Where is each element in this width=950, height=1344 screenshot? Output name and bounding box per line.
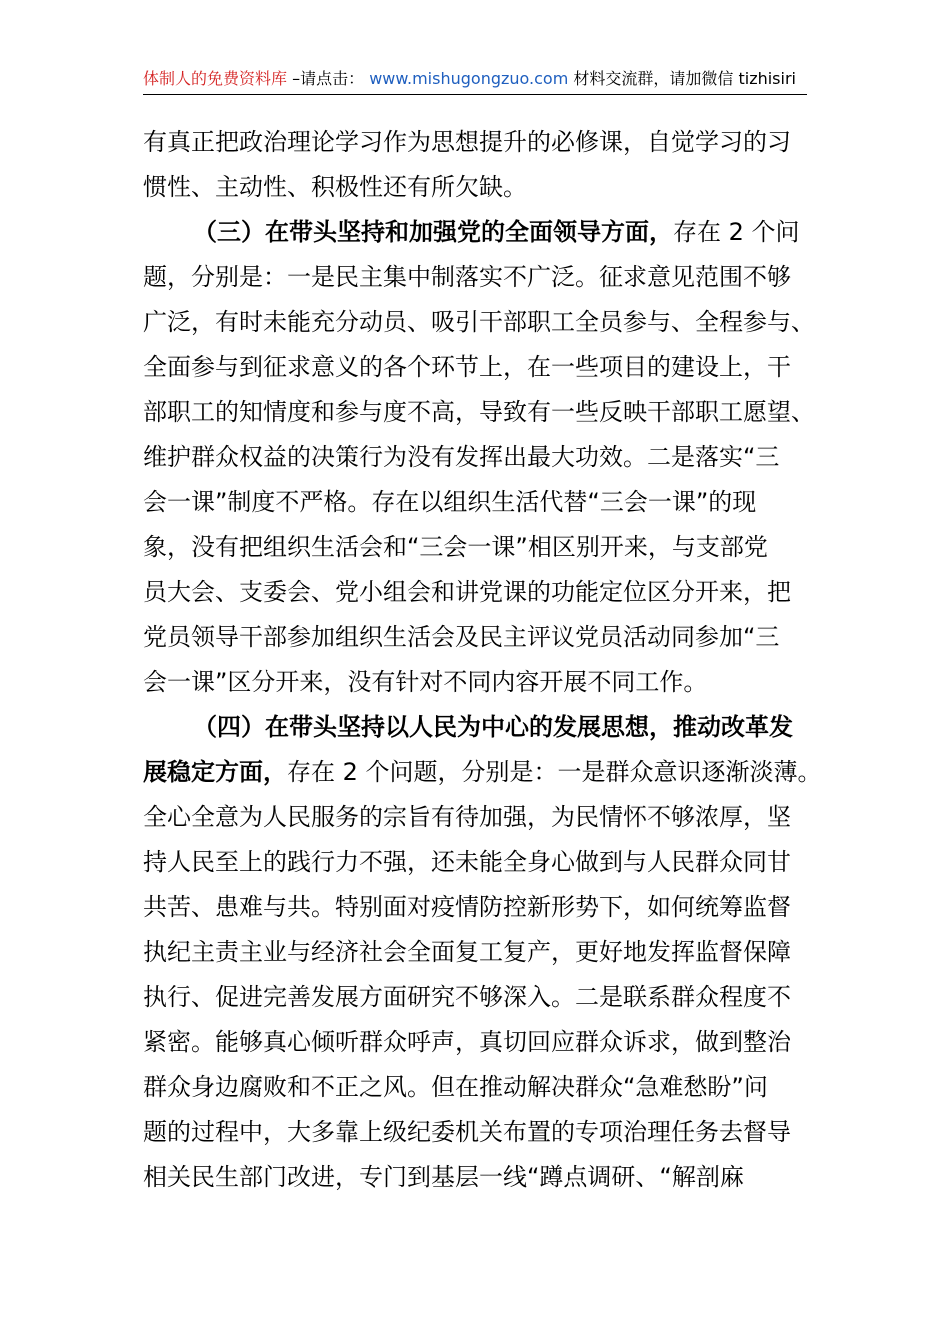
text-line: 会一课”区分开来，没有针对不同内容开展不同工作。 xyxy=(143,668,708,696)
text-line: 全面参与到征求意义的各个环节上，在一些项目的建设上，干 xyxy=(143,353,791,381)
page-header xyxy=(143,68,807,95)
text-line: 全心全意为人民服务的宗旨有待加强，为民情怀不够浓厚，坚 xyxy=(143,803,791,831)
text-line: 党员领导干部参加组织生活会及民主评议党员活动同参加“三 xyxy=(143,623,780,651)
text-line: 有真正把政治理论学习作为思想提升的必修课，自觉学习的习 xyxy=(143,128,791,156)
text-line: 共苦、患难与共。特别面对疫情防控新形势下，如何统筹监督 xyxy=(143,893,791,921)
section-3-heading: （三）在带头坚持和加强党的全面领导方面， xyxy=(193,218,673,246)
section-4-heading-cont: 展稳定方面， xyxy=(143,758,287,786)
text-line: 题的过程中，大多靠上级纪委机关布置的专项治理任务去督导 xyxy=(143,1118,791,1146)
header-prompt: –请点击： xyxy=(292,69,365,88)
text-line: 部职工的知情度和参与度不高，导致有一些反映干部职工愿望、 xyxy=(143,398,815,426)
header-site-name[interactable]: 体制人的免费资料库 xyxy=(143,69,288,88)
document-body xyxy=(143,120,822,1200)
section-4-heading-line xyxy=(143,705,811,750)
section-3-heading-line: （三）在带头坚持和加强党的全面领导方面，存在 2 个问 xyxy=(193,218,800,246)
text-line: 题，分别是：一是民主集中制落实不广泛。征求意见范围不够 xyxy=(143,263,791,291)
text-line: 紧密。能够真心倾听群众呼声，真切回应群众诉求，做到整治 xyxy=(143,1028,791,1056)
text-line: 员大会、支委会、党小组会和讲党课的功能定位区分开来，把 xyxy=(143,578,791,606)
text-line: 持人民至上的践行力不强，还未能全身心做到与人民群众同甘 xyxy=(143,848,791,876)
text-line: 执行、促进完善发展方面研究不够深入。二是联系群众程度不 xyxy=(143,983,791,1011)
header-wechat-text: 材料交流群，请加微信 tizhisiri xyxy=(573,69,796,88)
text-line: 相关民生部门改进，专门到基层一线“蹲点调研、“解剖麻 xyxy=(143,1163,744,1191)
text-line: 维护群众权益的决策行为没有发挥出最大功效。二是落实“三 xyxy=(143,443,780,471)
text-line: 执纪主责主业与经济社会全面复工复产，更好地发挥监督保障 xyxy=(143,938,791,966)
text-line: 会一课”制度不严格。存在以组织生活代替“三会一课”的现 xyxy=(143,488,757,516)
text-line: 广泛，有时未能充分动员、吸引干部职工全员参与、全程参与、 xyxy=(143,308,815,336)
text-line: 群众身边腐败和不正之风。但在推动解决群众“急难愁盼”问 xyxy=(143,1073,768,1101)
header-url-link[interactable]: www.mishugongzuo.com xyxy=(369,69,569,88)
text-line: 惯性、主动性、积极性还有所欠缺。 xyxy=(143,173,527,201)
section-4-heading-cont-line: 展稳定方面，存在 2 个问题，分别是：一是群众意识逐渐淡薄。 xyxy=(143,758,822,786)
text-line: 象，没有把组织生活会和“三会一课”相区别开来，与支部党 xyxy=(143,533,768,561)
section-4-heading: （四）在带头坚持以人民为中心的发展思想，推动改革发 xyxy=(193,713,793,741)
